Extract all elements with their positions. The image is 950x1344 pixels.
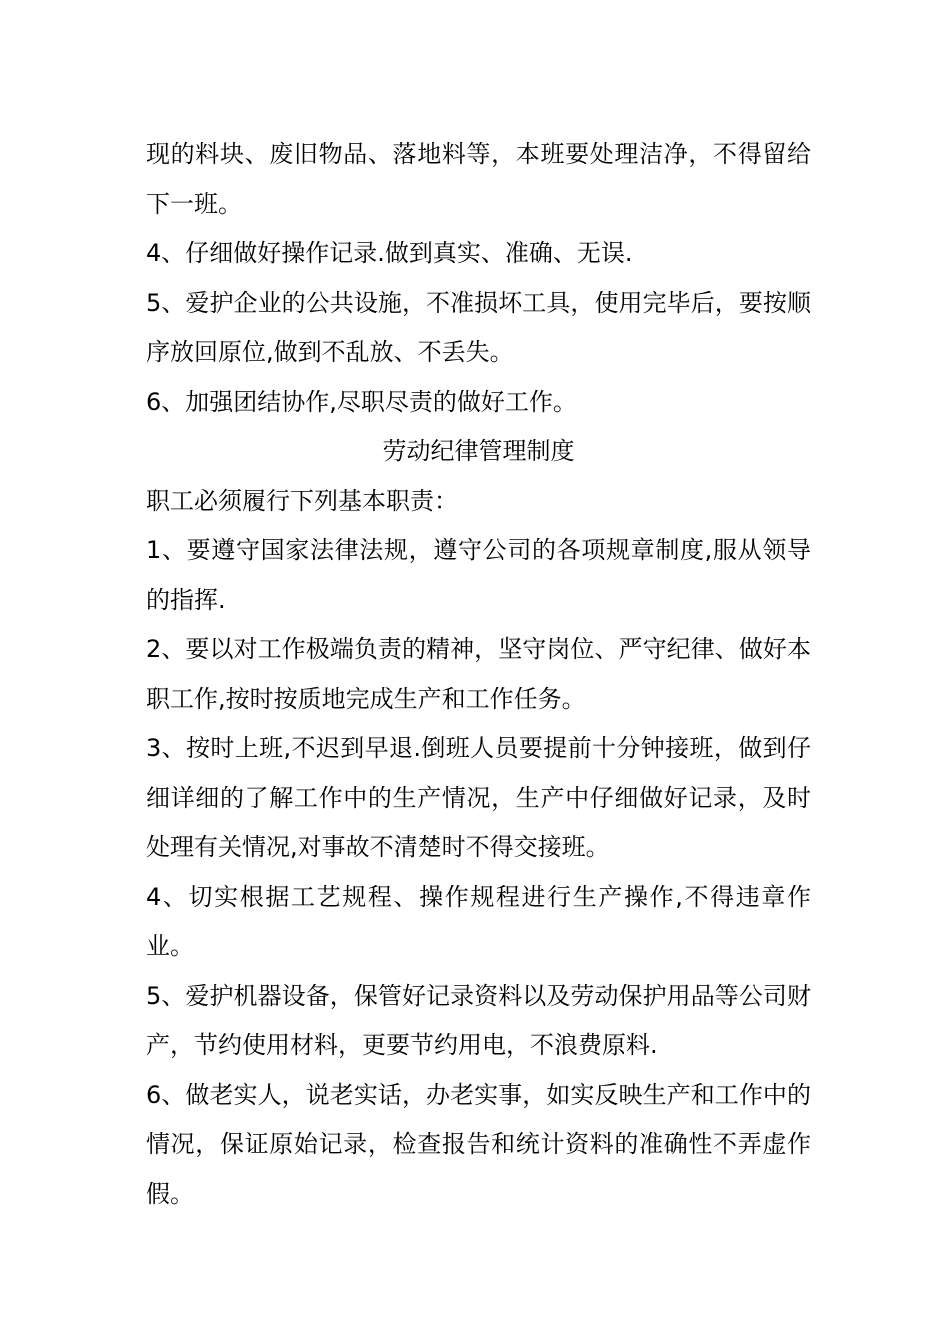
paragraph-duty-5: 5、爱护机器设备，保管好记录资料以及劳动保护用品等公司财产，节约使用材料，更要节约用电，不浪费原料.	[146, 981, 811, 1059]
paragraph-rule-4: 4、仔细做好操作记录.做到真实、准确、无误.	[146, 239, 633, 267]
paragraph-duty-6: 6、做老实人，说老实话，办老实事，如实反映生产和工作中的情况，保证原始记录，检查报告和统计资料的准确性不弄虚作假。	[146, 1080, 811, 1208]
section-title: 劳动纪律管理制度	[382, 437, 575, 465]
document-page	[146, 130, 811, 1219]
paragraph-duty-2: 2、要以对工作极端负责的精神，坚守岗位、严守纪律、做好本职工作,按时按质地完成生产和工作任务。	[146, 635, 811, 713]
paragraph-intro: 职工必须履行下列基本职责：	[146, 486, 458, 515]
paragraph-rule-5: 5、爱护企业的公共设施，不准损坏工具，使用完毕后，要按顺序放回原位,做到不乱放、不丢失。	[146, 288, 811, 366]
paragraph-continuation: 现的料块、废旧物品、落地料等，本班要处理洁净，不得留给下一班。	[146, 140, 811, 218]
paragraph-duty-4: 4、切实根据工艺规程、操作规程进行生产操作,不得违章作业。	[146, 882, 811, 960]
paragraph-duty-3: 3、按时上班,不迟到早退.倒班人员要提前十分钟接班，做到仔细详细的了解工作中的生产情况，生产中仔细做好记录，及时处理有关情况,对事故不清楚时不得交接班。	[146, 734, 811, 861]
paragraph-rule-6: 6、加强团结协作,尽职尽责的做好工作。	[146, 387, 577, 416]
paragraph-duty-1: 1、要遵守国家法律法规，遵守公司的各项规章制度,服从领导的指挥.	[146, 536, 811, 614]
